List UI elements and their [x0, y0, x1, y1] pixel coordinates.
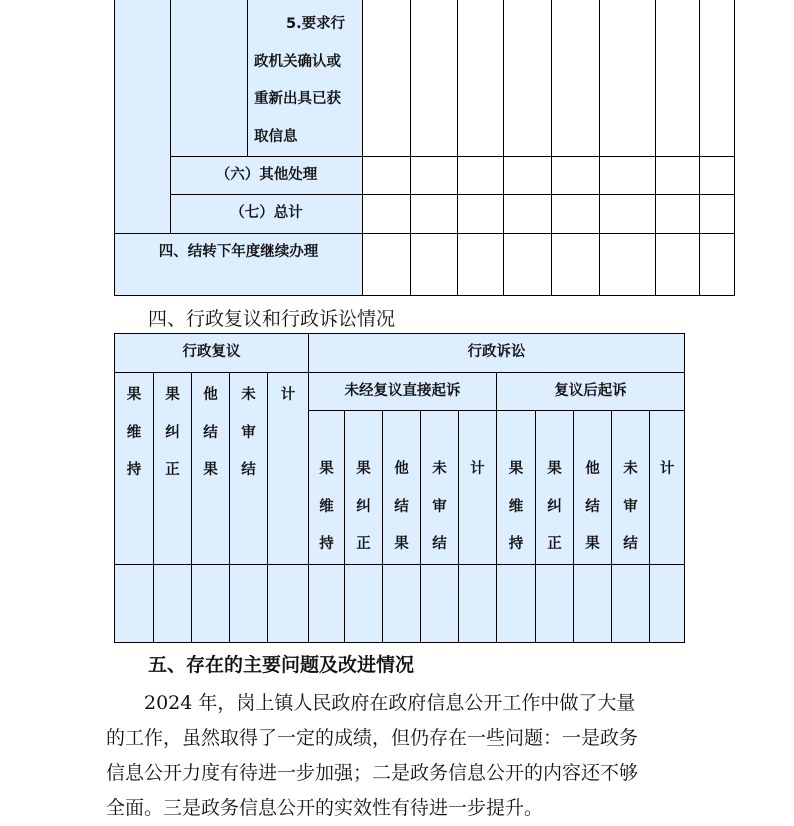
- table1-value-cell: [656, 0, 700, 157]
- table1-value-cell: [600, 157, 656, 195]
- item5-line-3: 重新出具已获: [254, 91, 341, 107]
- after-col-total: 计: [650, 411, 685, 565]
- review-col-upheld: 果 维 持: [115, 373, 154, 565]
- item5-line-4: 取信息: [254, 128, 298, 145]
- table1-value-cell: [363, 157, 411, 195]
- table2-value-cell: [192, 564, 230, 642]
- table1-value-cell: [552, 195, 600, 234]
- table1-item5-label: [248, 0, 363, 157]
- table1-value-cell: [504, 0, 552, 157]
- table1-value-cell: [656, 157, 700, 195]
- direct-col-other: 他 结 果: [383, 411, 421, 565]
- direct-col-pending: 未 审 结: [421, 411, 459, 565]
- table1-value-cell: [504, 195, 552, 234]
- table-disclosure-continued: [114, 0, 735, 296]
- table1-row6-label: （六）其他处理: [171, 157, 363, 195]
- review-col-total: 计: [268, 373, 309, 565]
- table2-value-cell: [383, 564, 421, 642]
- table1-value-cell: [504, 157, 552, 195]
- table1-value-cell: [411, 234, 458, 296]
- section5-heading: 五、存在的主要问题及改进情况: [148, 654, 415, 676]
- table1-value-cell: [363, 234, 411, 296]
- table2-value-cell: [345, 564, 383, 642]
- table1-value-cell: [700, 0, 735, 157]
- table1-value-cell: [363, 0, 411, 157]
- table1-value-cell: [656, 195, 700, 234]
- table2-value-cell: [497, 564, 536, 642]
- paragraph-line-3: 信息公开力度有待进一步加强；二是政务信息公开的内容还不够: [106, 762, 639, 784]
- table1-value-cell: [600, 0, 656, 157]
- after-col-upheld: 果 维 持: [497, 411, 536, 565]
- table-review-litigation: [114, 333, 685, 643]
- table1-value-cell: [600, 234, 656, 296]
- after-review-header: 复议后起诉: [497, 373, 685, 411]
- table1-value-cell: [504, 234, 552, 296]
- table2-value-cell: [612, 564, 650, 642]
- table2-value-cell: [309, 564, 345, 642]
- direct-col-total: 计: [459, 411, 497, 565]
- after-col-other: 他 结 果: [574, 411, 612, 565]
- direct-col-upheld: 果 维 持: [309, 411, 345, 565]
- after-col-pending: 未 审 结: [612, 411, 650, 565]
- table1-row7-label: （七）总计: [171, 195, 363, 234]
- table1-value-cell: [411, 195, 458, 234]
- row8-text: 四、结转下年度继续办理: [158, 244, 319, 260]
- table1-value-cell: [411, 0, 458, 157]
- table1-value-cell: [700, 234, 735, 296]
- table1-value-cell: [363, 195, 411, 234]
- table1-value-cell: [458, 195, 504, 234]
- paragraph-line-4: 全面。三是政务信息公开的实效性有待进一步提升。: [106, 797, 544, 819]
- review-col-corrected: 果 纠 正: [154, 373, 192, 565]
- direct-litigation-header: 未经复议直接起诉: [309, 373, 497, 411]
- after-col-corrected: 果 纠 正: [536, 411, 574, 565]
- section4-heading: 四、行政复议和行政诉讼情况: [148, 308, 396, 330]
- issues-paragraph: [106, 686, 706, 826]
- table2-value-cell: [268, 564, 309, 642]
- table1-value-cell: [411, 157, 458, 195]
- table1-value-cell: [700, 157, 735, 195]
- litigation-header: 行政诉讼: [309, 334, 685, 373]
- table1-subcategory-cell: [171, 0, 248, 157]
- review-header: 行政复议: [115, 334, 309, 373]
- paragraph-line-2: 的工作，虽然取得了一定的成绩，但仍存在一些问题：一是政务: [106, 727, 639, 749]
- direct-col-corrected: 果 纠 正: [345, 411, 383, 565]
- table2-value-cell: [459, 564, 497, 642]
- table1-value-cell: [458, 234, 504, 296]
- table2-value-cell: [574, 564, 612, 642]
- table1-value-cell: [552, 0, 600, 157]
- table2-value-cell: [230, 564, 268, 642]
- table2-value-cell: [536, 564, 574, 642]
- paragraph-line-1: 2024 年，岗上镇人民政府在政府信息公开工作中做了大量: [106, 692, 636, 714]
- table1-value-cell: [552, 157, 600, 195]
- item5-line-2: 政机关确认或: [254, 53, 341, 70]
- table1-value-cell: [458, 157, 504, 195]
- review-col-pending: 未 审 结: [230, 373, 268, 565]
- table2-value-cell: [115, 564, 154, 642]
- table1-value-cell: [600, 195, 656, 234]
- table1-row8-label: [115, 234, 363, 296]
- table2-value-cell: [421, 564, 459, 642]
- table2-value-cell: [650, 564, 685, 642]
- table1-value-cell: [552, 234, 600, 296]
- table1-value-cell: [656, 234, 700, 296]
- review-col-other: 他 结 果: [192, 373, 230, 565]
- item5-line-1: 5.要求行: [286, 16, 346, 32]
- table1-category-cell: [115, 0, 171, 234]
- table1-value-cell: [700, 195, 735, 234]
- table2-value-cell: [154, 564, 192, 642]
- table1-value-cell: [458, 0, 504, 157]
